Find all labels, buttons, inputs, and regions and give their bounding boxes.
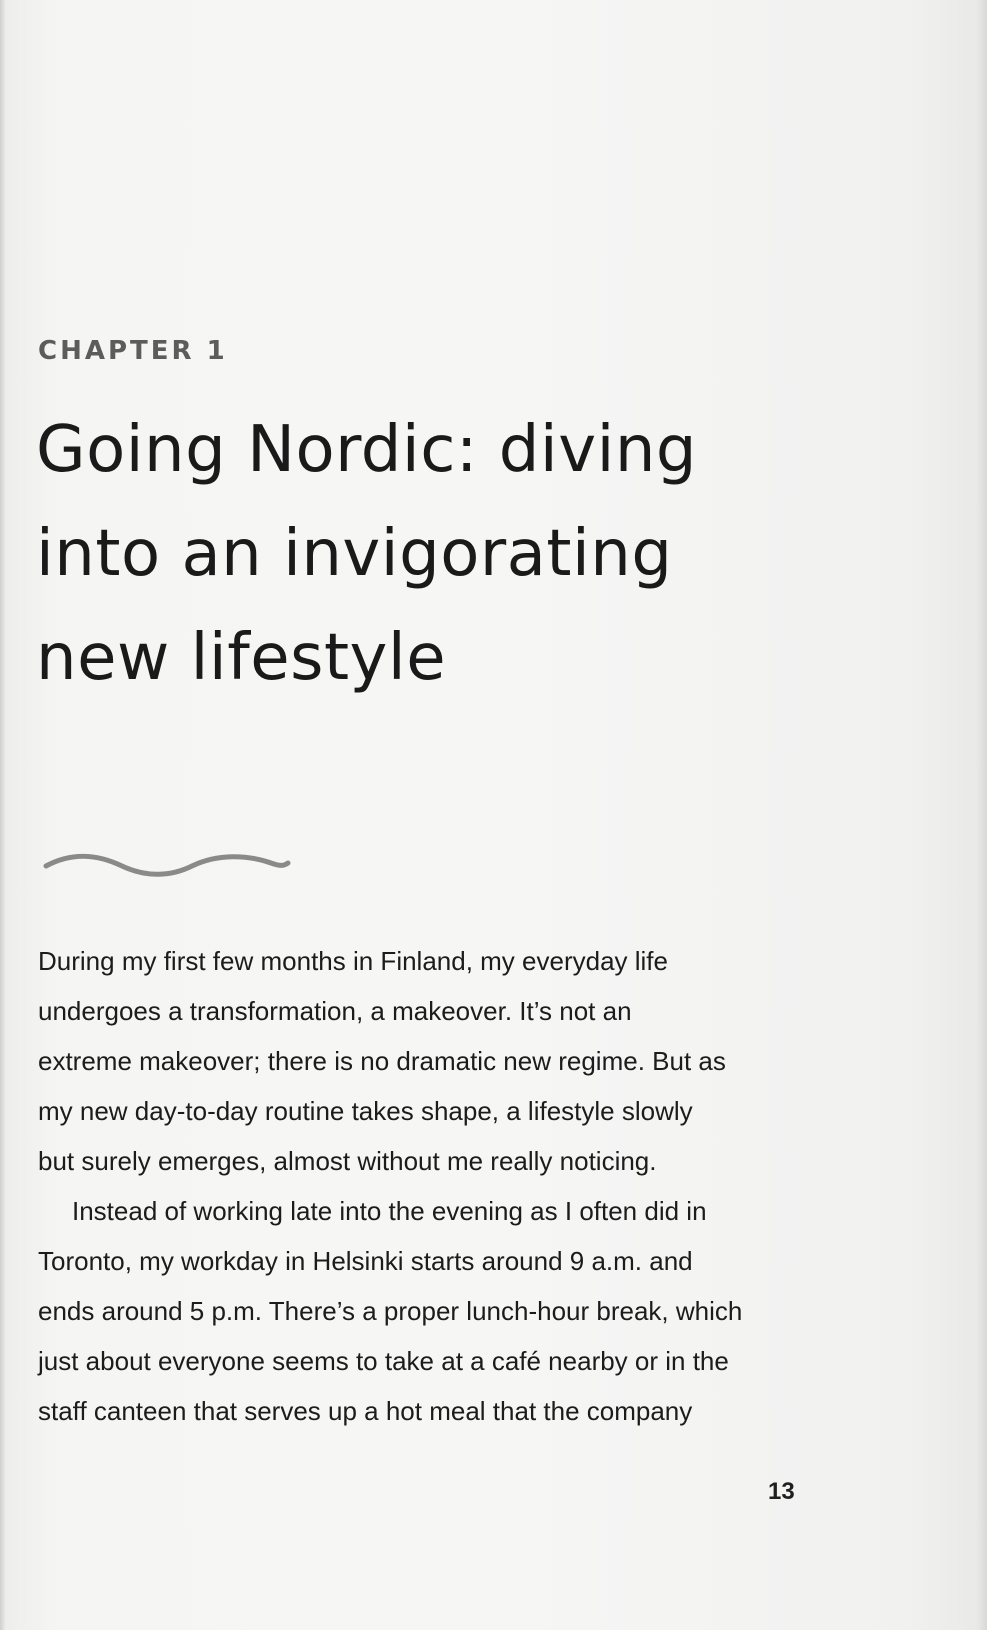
page-number: 13 — [768, 1478, 795, 1505]
paragraph-line: Instead of working late into the evening as I often did in — [72, 1196, 707, 1226]
paragraph-line: just about everyone seems to take at a café nearby or in the — [38, 1346, 729, 1376]
paragraph-line: my new day-to-day routine takes shape, a lifestyle slowly — [38, 1096, 693, 1126]
paragraph-line: extreme makeover; there is no dramatic new regime. But as — [38, 1046, 726, 1076]
spine-shadow — [0, 0, 6, 1630]
paragraph-line: ends around 5 p.m. There’s a proper lunch-hour break, which — [38, 1296, 743, 1326]
chapter-title-line: into an invigorating — [36, 517, 673, 591]
paragraph-line: staff canteen that serves up a hot meal that the company — [38, 1396, 693, 1426]
chapter-title — [36, 398, 796, 710]
paragraph-line: undergoes a transformation, a makeover. It’s not an — [38, 996, 632, 1026]
chapter-label: CHAPTER 1 — [38, 336, 228, 366]
paragraph-line: Toronto, my workday in Helsinki starts around 9 a.m. and — [38, 1246, 693, 1276]
chapter-title-line: new lifestyle — [36, 621, 447, 695]
body-text — [38, 936, 828, 1436]
paragraph-line: but surely emerges, almost without me really noticing. — [38, 1146, 657, 1176]
paragraph-line: During my first few months in Finland, my everyday life — [38, 946, 668, 976]
page-edge-shadow — [977, 0, 987, 1630]
chapter-title-line: Going Nordic: diving — [36, 413, 698, 487]
wave-ornament-icon — [42, 846, 292, 882]
